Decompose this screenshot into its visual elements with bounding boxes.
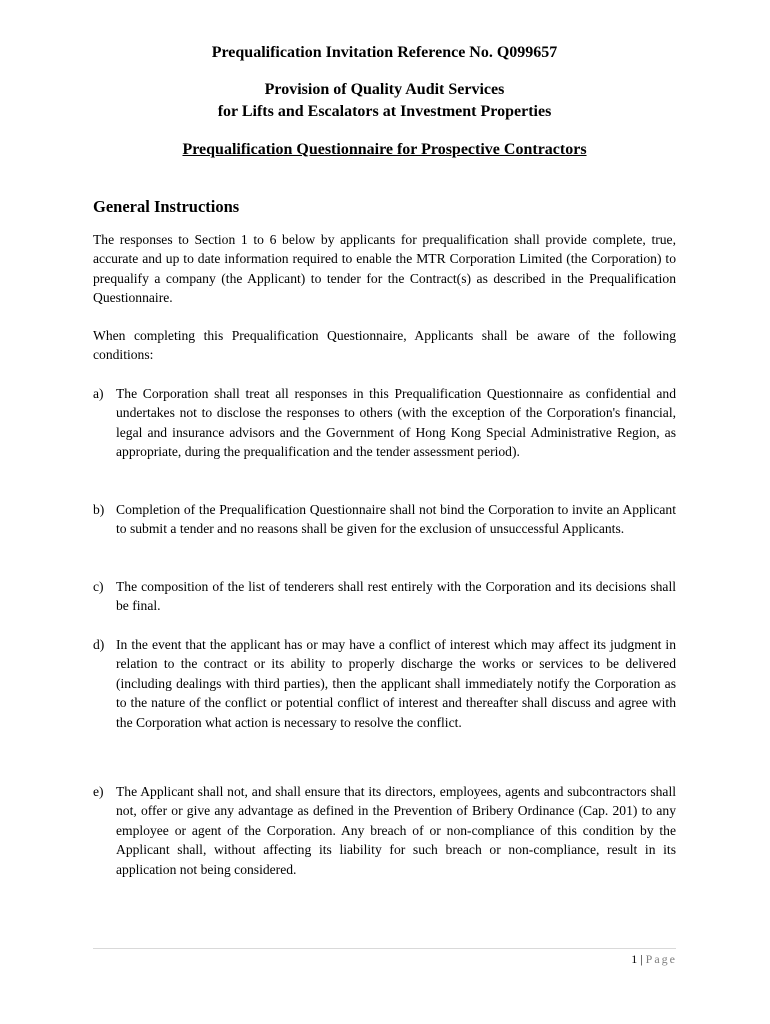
title-line-2: for Lifts and Escalators at Investment Properties — [217, 103, 552, 120]
list-item-text: The Corporation shall treat all responses in this Prequalification Questionnaire as confidential and undertakes not to disclose the responses to others (with the exception of the Corporation's financial, legal and insurance advisors and the Government of Hong Kong Special Administrative Region, as appropriate, during the prequalification and the tender assessment period). — [116, 386, 676, 460]
list-item-text: Completion of the Prequalification Questionnaire shall not bind the Corporation to invite an Applicant to submit a tender and no reasons shall be given for the exclusion of unsuccessful Applicants. — [116, 502, 676, 537]
list-item — [93, 384, 676, 462]
list-item — [93, 577, 676, 616]
reference-number: Prequalification Invitation Reference No. Q099657 — [211, 44, 558, 61]
list-item-text: The composition of the list of tenderers shall rest entirely with the Corporation and its decisions shall be final. — [116, 579, 676, 614]
list-item — [93, 782, 676, 879]
list-item — [93, 635, 676, 732]
list-item-text: In the event that the applicant has or may have a conflict of interest which may affect its judgment in relation to the contract or its ability to properly discharge the works or services to be delivered (including dealings with third parties), then the applicant shall immediately notify the Corporation as to the nature of the conflict or potential conflict of interest and thereafter shall discuss and agree with the Corporation what action is necessary to resolve the conflict. — [116, 637, 676, 730]
conditions-intro-paragraph: When completing this Prequalification Questionnaire, Applicants shall be aware of the following conditions: — [93, 328, 676, 363]
page-number: 1 — [631, 952, 638, 966]
footer-divider — [93, 948, 676, 949]
footer-separator: | — [640, 952, 643, 966]
list-item-label: a) — [93, 386, 104, 401]
list-item-label: c) — [93, 579, 104, 594]
intro-paragraph: The responses to Section 1 to 6 below by applicants for prequalification shall provide complete, true, accurate and up to date information required to enable the MTR Corporation Limited (the Corporation) to prequalify a company (the Applicant) to tender for the Contract(s) as described in the Prequalification Questionnaire. — [93, 232, 676, 306]
list-item — [93, 500, 676, 539]
title-line-1: Provision of Quality Audit Services — [264, 81, 505, 98]
section-heading: General Instructions — [93, 197, 240, 216]
page-word: Page — [645, 952, 677, 966]
list-item-label: e) — [93, 784, 104, 799]
document-title — [93, 79, 676, 123]
document-subtitle: Prequalification Questionnaire for Prospective Contractors — [182, 141, 587, 158]
page-footer — [631, 951, 677, 967]
list-item-label: d) — [93, 637, 105, 652]
list-item-label: b) — [93, 502, 105, 517]
list-item-text: The Applicant shall not, and shall ensure that its directors, employees, agents and subcontractors shall not, offer or give any advantage as defined in the Prevention of Bribery Ordinance (Cap. 201) to any employee or agent of the Corporation. Any breach of or non-compliance of this condition by the Applicant shall, without affecting its liability for such breach or non-compliance, result in its application not being considered. — [116, 784, 676, 877]
